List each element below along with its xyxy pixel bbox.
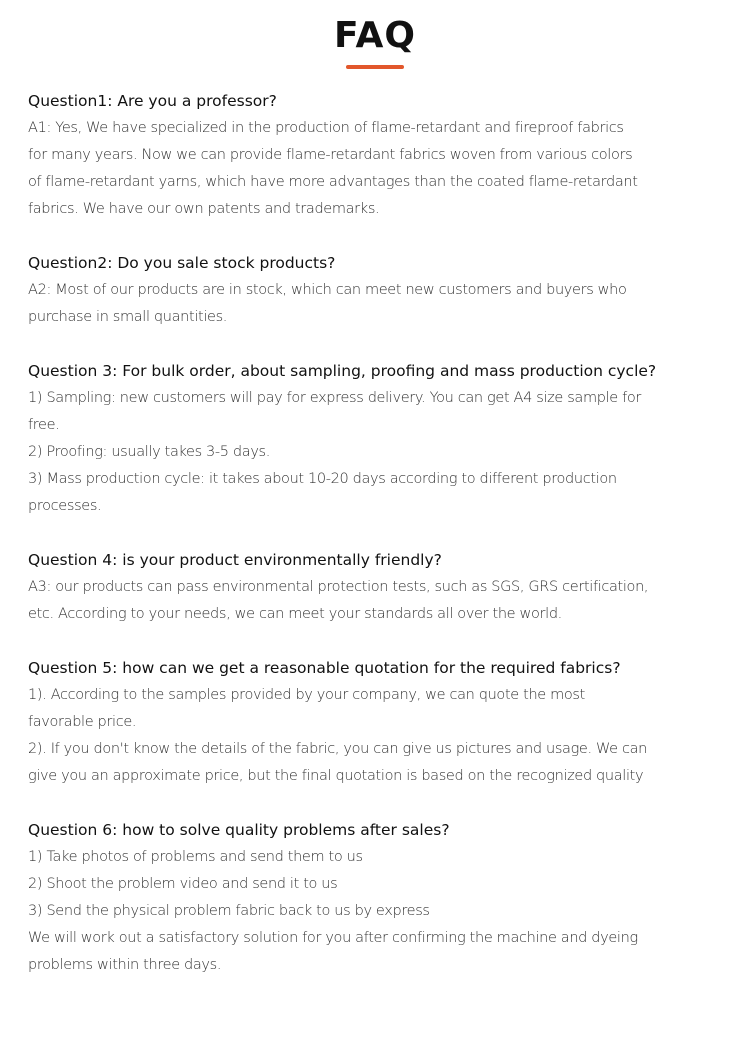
- answer-line: 1) Take photos of problems and send them to us: [28, 849, 363, 865]
- answer-line: A2: Most of our products are in stock, which can meet new customers and buyers who: [28, 282, 627, 298]
- title-underline-divider: [346, 65, 404, 69]
- answer-line: 1) Sampling: new customers will pay for express delivery. You can get A4 size sample for: [28, 390, 641, 406]
- faq-answer-2: [28, 277, 728, 331]
- faq-question-3: Question 3: For bulk order, about sampling, proofing and mass production cycle?: [28, 362, 657, 380]
- faq-list: [28, 88, 728, 1006]
- answer-line: favorable price.: [28, 714, 137, 730]
- answer-line: for many years. Now we can provide flame-retardant fabrics woven from various colors: [28, 147, 633, 163]
- faq-item-6: [28, 817, 728, 979]
- faq-question-6: Question 6: how to solve quality problems after sales?: [28, 821, 450, 839]
- answer-line: 3) Send the physical problem fabric back to us by express: [28, 903, 430, 919]
- answer-line: 2) Shoot the problem video and send it to us: [28, 876, 338, 892]
- answer-line: A3: our products can pass environmental protection tests, such as SGS, GRS certification,: [28, 579, 649, 595]
- faq-item-1: [28, 88, 728, 223]
- answer-line: 2) Proofing: usually takes 3-5 days.: [28, 444, 271, 460]
- faq-answer-5: [28, 682, 728, 790]
- faq-question-2: Question2: Do you sale stock products?: [28, 254, 336, 272]
- faq-question-5: Question 5: how can we get a reasonable quotation for the required fabrics?: [28, 659, 621, 677]
- faq-item-3: [28, 358, 728, 520]
- faq-question-4: Question 4: is your product environmentally friendly?: [28, 551, 442, 569]
- answer-line: 1). According to the samples provided by your company, we can quote the most: [28, 687, 585, 703]
- answer-line: We will work out a satisfactory solution for you after confirming the machine and dyeing: [28, 930, 638, 946]
- faq-answer-3: [28, 385, 728, 520]
- answer-line: fabrics. We have our own patents and trademarks.: [28, 201, 380, 217]
- faq-answer-1: [28, 115, 728, 223]
- answer-line: free.: [28, 417, 60, 433]
- answer-line: give you an approximate price, but the final quotation is based on the recognized quality: [28, 768, 644, 784]
- faq-answer-6: [28, 844, 728, 979]
- answer-line: 3) Mass production cycle: it takes about 10-20 days according to different production: [28, 471, 617, 487]
- faq-item-2: [28, 250, 728, 331]
- answer-line: A1: Yes, We have specialized in the production of flame-retardant and fireproof fabrics: [28, 120, 624, 136]
- answer-line: of flame-retardant yarns, which have more advantages than the coated flame-retardant: [28, 174, 638, 190]
- answer-line: etc. According to your needs, we can meet your standards all over the world.: [28, 606, 562, 622]
- faq-item-5: [28, 655, 728, 790]
- faq-answer-4: [28, 574, 728, 628]
- page-title: FAQ: [334, 15, 416, 56]
- faq-item-4: [28, 547, 728, 628]
- answer-line: processes.: [28, 498, 102, 514]
- answer-line: 2). If you don't know the details of the fabric, you can give us pictures and usage. We can: [28, 741, 647, 757]
- answer-line: purchase in small quantities.: [28, 309, 228, 325]
- faq-question-1: Question1: Are you a professor?: [28, 92, 277, 110]
- answer-line: problems within three days.: [28, 957, 222, 973]
